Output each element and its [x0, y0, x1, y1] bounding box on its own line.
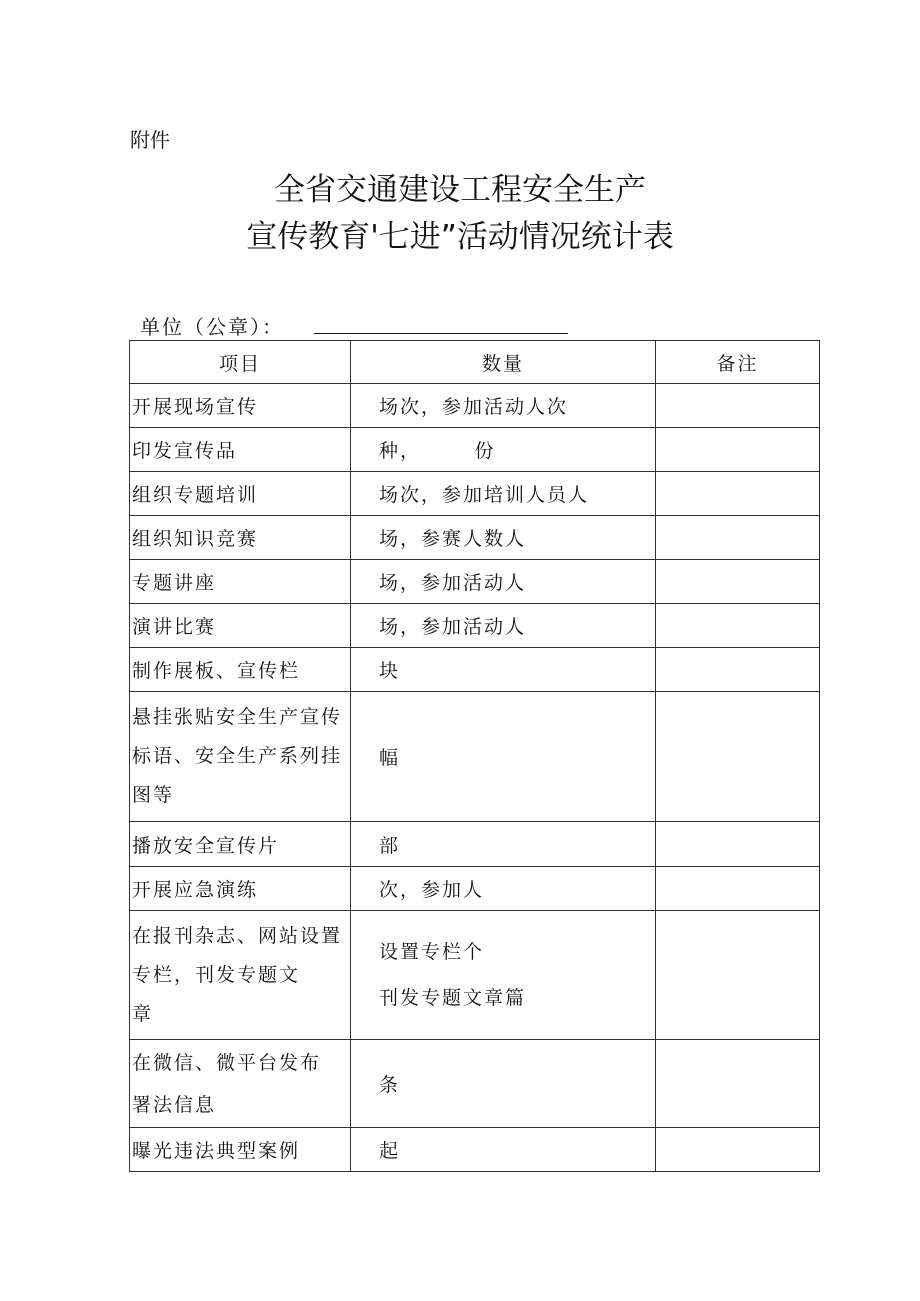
title-line-2: 宣传教育'七进”活动情况统计表	[246, 219, 674, 255]
row-quantity[interactable]: 条	[351, 1040, 656, 1128]
table-row	[130, 648, 820, 692]
row-note[interactable]	[656, 1128, 820, 1172]
row-quantity-line: 刊发专题文章篇	[379, 987, 527, 1009]
row-quantity[interactable]: 块	[351, 648, 656, 692]
row-item: 印发宣传品	[130, 428, 351, 472]
row-item: 开展现场宣传	[130, 384, 351, 428]
row-quantity-line: 设置专栏个	[379, 941, 485, 963]
table-row	[130, 472, 820, 516]
row-quantity[interactable]: 幅	[351, 692, 656, 822]
table-row	[130, 692, 820, 822]
header-item: 项目	[130, 341, 351, 384]
row-item: 组织专题培训	[130, 472, 351, 516]
row-note[interactable]	[656, 648, 820, 692]
header-quantity: 数量	[351, 341, 656, 384]
table-row	[130, 604, 820, 648]
table-row	[130, 822, 820, 867]
row-item-line: 署法信息	[132, 1093, 217, 1116]
row-note[interactable]	[656, 516, 820, 560]
row-note[interactable]	[656, 560, 820, 604]
header-note: 备注	[656, 341, 820, 384]
row-note[interactable]	[656, 867, 820, 911]
row-quantity[interactable]: 场次，参加活动人次	[351, 384, 656, 428]
row-item: 曝光违法典型案例	[130, 1128, 351, 1172]
row-item-line: 标语、安全生产系列挂	[132, 745, 343, 767]
row-item-line: 在微信、微平台发布	[132, 1051, 322, 1074]
statistics-table	[129, 340, 820, 1172]
row-item-line: 悬挂张贴安全生产宣传	[132, 706, 343, 728]
row-item: 制作展板、宣传栏	[130, 648, 351, 692]
row-note[interactable]	[656, 384, 820, 428]
row-item: 播放安全宣传片	[130, 822, 351, 867]
table-row	[130, 384, 820, 428]
row-quantity[interactable]	[351, 911, 656, 1040]
row-item-line: 在报刊杂志、网站设置	[132, 924, 343, 947]
row-note[interactable]	[656, 692, 820, 822]
row-item: 组织知识竞赛	[130, 516, 351, 560]
row-note[interactable]	[656, 822, 820, 867]
row-note[interactable]	[656, 472, 820, 516]
row-note[interactable]	[656, 1040, 820, 1128]
row-item: 演讲比赛	[130, 604, 351, 648]
row-quantity[interactable]: 起	[351, 1128, 656, 1172]
row-item	[130, 911, 351, 1040]
row-item	[130, 692, 351, 822]
row-item	[130, 1040, 351, 1128]
table-row	[130, 560, 820, 604]
row-quantity[interactable]: 场，参加活动人	[351, 604, 656, 648]
row-item-line: 图等	[132, 784, 175, 806]
row-item-line: 专栏，刊发专题文	[132, 963, 301, 986]
unit-fill-line[interactable]	[314, 333, 568, 334]
row-quantity[interactable]: 场，参加活动人	[351, 560, 656, 604]
row-quantity[interactable]: 部	[351, 822, 656, 867]
row-note[interactable]	[656, 911, 820, 1040]
row-item: 开展应急演练	[130, 867, 351, 911]
row-note[interactable]	[656, 428, 820, 472]
table-row	[130, 516, 820, 560]
row-note[interactable]	[656, 604, 820, 648]
row-item: 专题讲座	[130, 560, 351, 604]
title-line-1: 全省交通建设工程安全生产	[274, 172, 646, 208]
table-row	[130, 867, 820, 911]
table-header-row	[130, 341, 820, 384]
table-row	[130, 428, 820, 472]
row-quantity[interactable]: 次，参加人	[351, 867, 656, 911]
table-row	[130, 911, 820, 1040]
table-row	[130, 1040, 820, 1128]
row-quantity[interactable]: 场次，参加培训人员人	[351, 472, 656, 516]
row-item-line: 章	[132, 1002, 154, 1025]
row-quantity[interactable]: 种， 份	[351, 428, 656, 472]
unit-label: 单位（公章）：	[140, 315, 284, 339]
row-quantity[interactable]: 场，参赛人数人	[351, 516, 656, 560]
attachment-label: 附件	[130, 128, 170, 152]
table-row	[130, 1128, 820, 1172]
